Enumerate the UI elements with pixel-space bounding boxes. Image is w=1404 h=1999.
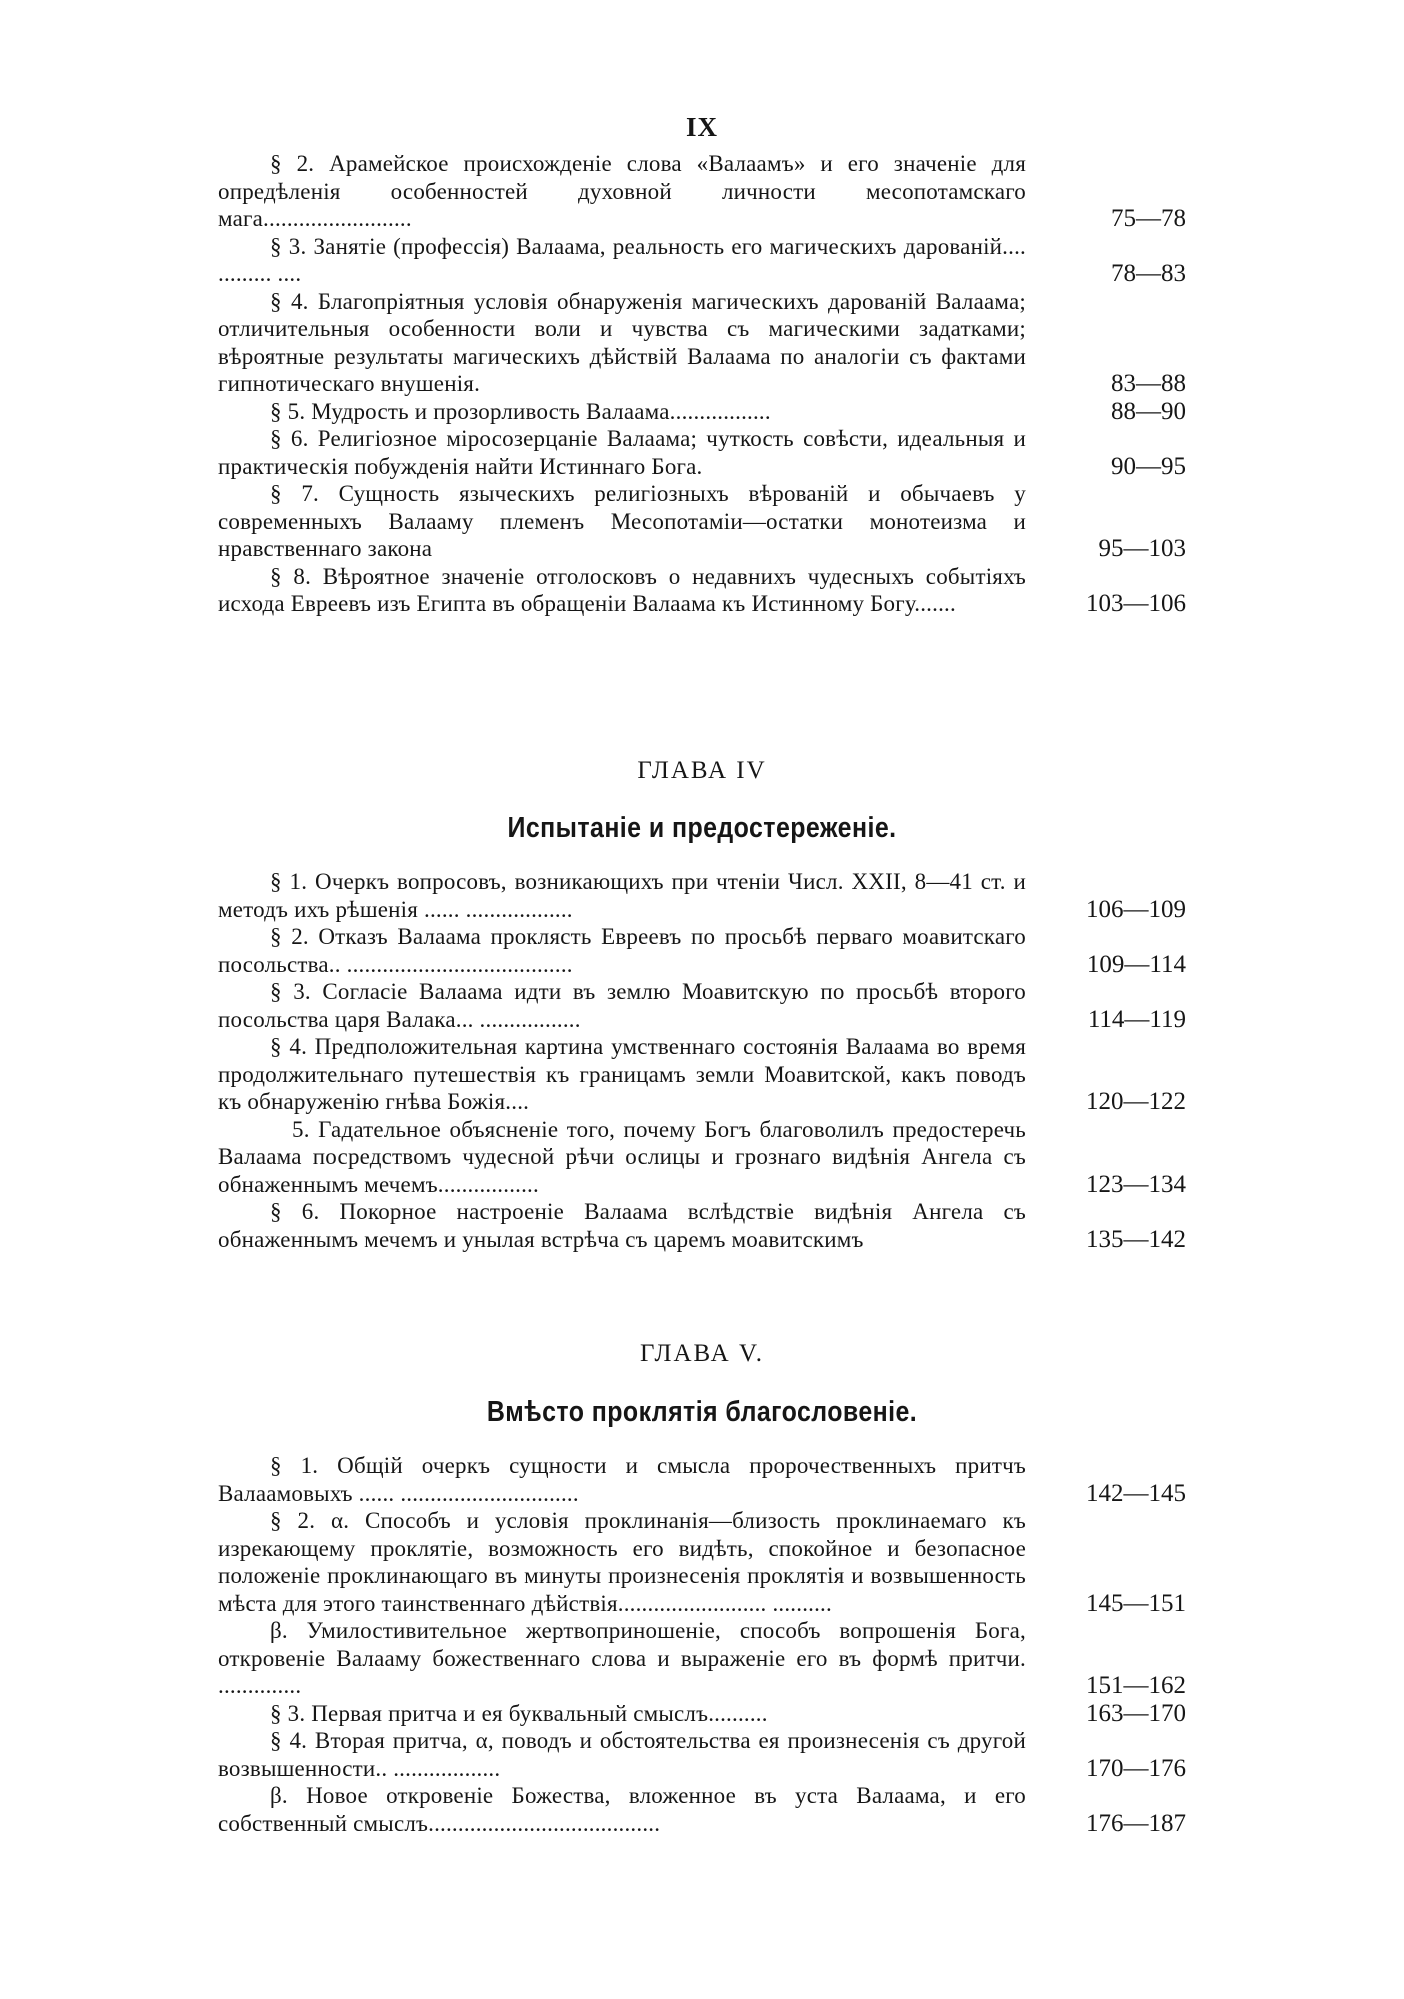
toc-entry-text: β. Умилостивительное жертвоприношеніе, способъ вопрошенія Бога, откровеніе Валааму божественнаго слова и выраженіе его въ формѣ притчи. .............. bbox=[218, 1618, 1026, 1698]
toc-entry-text: § 8. Вѣроятное значеніе отголосковъ о недавнихъ чудесныхъ событіяхъ исхода Евреевъ изъ Египта въ обращеніи Валаама къ Истинному Богу....... bbox=[218, 563, 1026, 616]
toc-entry-text: § 4. Благопріятныя условія обнаруженія магическихъ дарованій Валаама; отличительныя особенности воли и чувства съ магическими задатками; вѣроятные результаты магическихъ дѣйствій Валаама по аналогіи съ фактами гипнотическаго внушенія. bbox=[218, 288, 1026, 396]
chapter-4-title: Испытаніе и предостереженіе. bbox=[507, 812, 897, 844]
toc-entry bbox=[0, 1727, 1186, 1782]
toc-entry-pages: 109—114 bbox=[1086, 950, 1186, 978]
toc-entry-text: § 2. α. Способъ и условія проклинанія—близость проклинаемаго къ изрекающему проклятіе, возможность его видѣть, спокойное и безопасное положеніе проклинающаго въ минуты произнесенія проклятія и возвышенность мѣста для этого таинственнаго дѣйствія......................... .......... bbox=[218, 1508, 1026, 1616]
toc-entry bbox=[0, 1617, 1186, 1700]
toc-entry-text: § 3. Занятіе (профессія) Валаама, реальность его магическихъ дарованій.... ......... .... bbox=[218, 233, 1026, 286]
toc-entry-pages: 123—134 bbox=[1086, 1170, 1186, 1198]
toc-entry bbox=[0, 1198, 1186, 1253]
toc-entry bbox=[0, 150, 1186, 233]
toc-entry-pages: 151—162 bbox=[1086, 1672, 1186, 1699]
chapter-5-label: ГЛАВА V. bbox=[639, 1340, 765, 1367]
toc-entry-pages: 78—83 bbox=[1111, 260, 1186, 287]
toc-entry-text: β. Новое откровеніе Божества, вложенное въ уста Валаама, и его собственный смыслъ....................................... bbox=[218, 1783, 1026, 1836]
toc-entry-text: § 6. Покорное настроеніе Валаама вслѣдствіе видѣнія Ангела съ обнаженнымъ мечемъ и унылая встрѣча съ царемъ моавитскимъ bbox=[218, 1199, 1026, 1252]
toc-entry bbox=[0, 1033, 1186, 1116]
toc-entry bbox=[0, 868, 1186, 923]
toc-entry-pages: 120—122 bbox=[1086, 1088, 1186, 1115]
toc-entry-pages: 170—176 bbox=[1086, 1754, 1186, 1782]
toc-entry-pages: 142—145 bbox=[1086, 1479, 1186, 1507]
toc-entry-text: § 4. Предположительная картина умственнаго состоянія Валаама во время продолжительнаго путешествія къ границамъ земли Моавитской, какъ поводъ къ обнаруженію гнѣва Божія.... bbox=[218, 1034, 1026, 1114]
toc-entry bbox=[0, 1452, 1186, 1507]
toc-entry-text: § 7. Сущность языческихъ религіозныхъ вѣрованій и обычаевъ у современныхъ Валааму племенъ Месопотаміи—остатки монотеизма и нравственнаго закона bbox=[218, 481, 1026, 561]
toc-entry bbox=[0, 288, 1186, 398]
toc-entry bbox=[0, 923, 1186, 978]
toc-entry-pages: 83—88 bbox=[1111, 370, 1186, 397]
toc-entry-pages: 90—95 bbox=[1111, 452, 1186, 480]
toc-entry-pages: 103—106 bbox=[1086, 590, 1186, 617]
toc-entry bbox=[0, 1507, 1186, 1617]
toc-entry bbox=[0, 1700, 1186, 1728]
toc-entry-pages: 145—151 bbox=[1086, 1589, 1186, 1617]
toc-entry-pages: 176—187 bbox=[1086, 1809, 1186, 1837]
toc-entry-pages: 163—170 bbox=[1086, 1699, 1186, 1727]
toc-entry-text: § 5. Мудрость и прозорливость Валаама................. bbox=[270, 398, 771, 424]
chapter-5-toc bbox=[0, 1452, 1404, 1837]
toc-entry-text: § 4. Вторая притча, α, поводъ и обстоятельства ея произнесенія съ другой возвышенности.. .................. bbox=[218, 1728, 1026, 1781]
toc-entry bbox=[0, 563, 1186, 618]
toc-entry-pages: 135—142 bbox=[1086, 1225, 1186, 1253]
toc-entry bbox=[0, 1782, 1186, 1837]
chapter-4-label: ГЛАВА IV bbox=[637, 757, 767, 784]
toc-entry-pages: 95—103 bbox=[1098, 535, 1186, 562]
chapter-4-toc bbox=[0, 868, 1404, 1253]
toc-entry-text: 5. Гадательное объясненіе того, почему Богъ благоволилъ предостеречь Валаама посредствомъ чудесной рѣчи ослицы и грознаго видѣнія Ангела съ обнаженнымъ мечемъ................. bbox=[218, 1116, 1026, 1197]
chapter-3-toc bbox=[0, 150, 1404, 618]
toc-entry bbox=[0, 425, 1186, 480]
toc-entry-text: § 2. Отказъ Валаама проклясть Евреевъ по просьбѣ перваго моавитскаго посольства.. ...................................... bbox=[218, 924, 1026, 977]
toc-entry-text: § 6. Религіозное міросозерцаніе Валаама; чуткость совѣсти, идеальныя и практическія побужденія найти Истиннаго Бога. bbox=[218, 426, 1026, 479]
chapter-5-title: Вмѣсто проклятія благословеніе. bbox=[486, 1396, 918, 1428]
toc-entry bbox=[0, 398, 1186, 426]
page-number: IX bbox=[685, 112, 718, 142]
toc-entry-pages: 106—109 bbox=[1086, 895, 1186, 923]
toc-entry-text: § 2. Арамейское происхожденіе слова «Валаамъ» и его значеніе для опредѣленія особенностей духовной личности месопотамскаго мага......................... bbox=[218, 151, 1026, 231]
toc-entry bbox=[0, 480, 1186, 563]
toc-entry bbox=[0, 233, 1186, 288]
toc-entry-pages: 75—78 bbox=[1111, 205, 1186, 232]
toc-entry-text: § 1. Очеркъ вопросовъ, возникающихъ при чтеніи Числ. XXII, 8—41 ст. и методъ ихъ рѣшенія ...... .................. bbox=[218, 869, 1026, 922]
toc-entry-pages: 88—90 bbox=[1111, 397, 1186, 425]
toc-entry-text: § 1. Общій очеркъ сущности и смысла пророчественныхъ притчъ Валаамовыхъ ...... .............................. bbox=[218, 1453, 1026, 1506]
toc-entry bbox=[0, 978, 1186, 1033]
toc-entry-text: § 3. Согласіе Валаама идти въ землю Моавитскую по просьбѣ второго посольства царя Валака... ................. bbox=[218, 979, 1026, 1032]
toc-entry bbox=[0, 1116, 1186, 1199]
toc-entry-pages: 114—119 bbox=[1087, 1005, 1186, 1033]
toc-entry-text: § 3. Первая притча и ея буквальный смыслъ.......... bbox=[270, 1700, 768, 1726]
